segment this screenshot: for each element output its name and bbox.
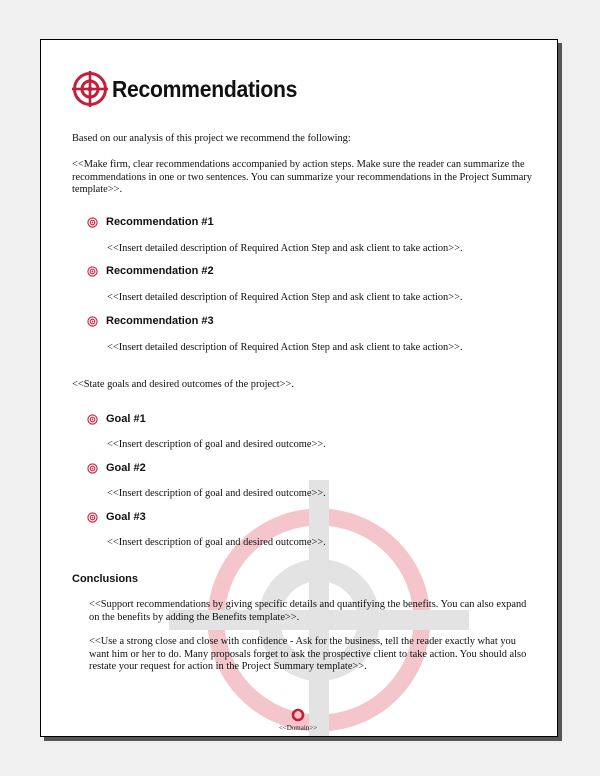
recommendation-description: <<Insert detailed description of Required Action Step and ask client to take action>>. (107, 342, 463, 353)
page-header (72, 71, 313, 107)
instructions-text: <<Make firm, clear recommendations accompanied by action steps. Make sure the reader can summarize the recommendations in one or two sentences. You can summarize your recommendations in the Project Summary template>>. (72, 159, 532, 195)
recommendation-heading (87, 265, 214, 277)
footer-text: <<Domain>> (278, 724, 318, 732)
footer-ring-icon (291, 708, 305, 722)
conclusions-title: Conclusions (72, 573, 139, 585)
page-title: Recommendations (112, 75, 298, 102)
goal-heading (87, 462, 146, 474)
recommendation-heading (87, 315, 214, 327)
target-bullet-icon (87, 463, 98, 474)
target-bullet-icon (87, 266, 98, 277)
goal-title: Goal #1 (106, 413, 146, 425)
intro-text: Based on our analysis of this project we recommend the following: (72, 133, 351, 144)
goal-heading (87, 511, 146, 523)
recommendation-title: Recommendation #2 (106, 265, 214, 277)
goals-intro-text: <<State goals and desired outcomes of the project>>. (72, 379, 294, 390)
recommendation-description: <<Insert detailed description of Required Action Step and ask client to take action>>. (107, 292, 463, 303)
recommendation-title: Recommendation #3 (106, 315, 214, 327)
target-bullet-icon (87, 217, 98, 228)
target-bullet-icon (87, 414, 98, 425)
goal-title: Goal #3 (106, 511, 146, 523)
recommendation-title: Recommendation #1 (106, 216, 214, 228)
recommendation-description: <<Insert detailed description of Required Action Step and ask client to take action>>. (107, 243, 463, 254)
recommendation-heading (87, 216, 214, 228)
goal-description: <<Insert description of goal and desired outcome>>. (107, 537, 326, 548)
goal-heading (87, 413, 146, 425)
goal-description: <<Insert description of goal and desired outcome>>. (107, 488, 326, 499)
page-shadow-bottom (44, 737, 562, 741)
target-bullet-icon (87, 316, 98, 327)
target-bullet-icon (87, 512, 98, 523)
target-icon (72, 71, 108, 107)
document-page (40, 39, 558, 737)
goal-description: <<Insert description of goal and desired outcome>>. (107, 439, 326, 450)
page-shadow-right (558, 43, 562, 741)
goal-title: Goal #2 (106, 462, 146, 474)
conclusion-paragraph: <<Support recommendations by giving specific details and quantifying the benefits. You can also expand on the benefits by adding the Benefits template>>. (89, 599, 527, 623)
conclusion-paragraph: <<Use a strong close and close with confidence - Ask for the business, tell the reader exactly what you want him or her to do. Many proposals forget to ask the prospective client to take action. You should also restate your request for action in the Project Summary template>>. (89, 636, 527, 672)
